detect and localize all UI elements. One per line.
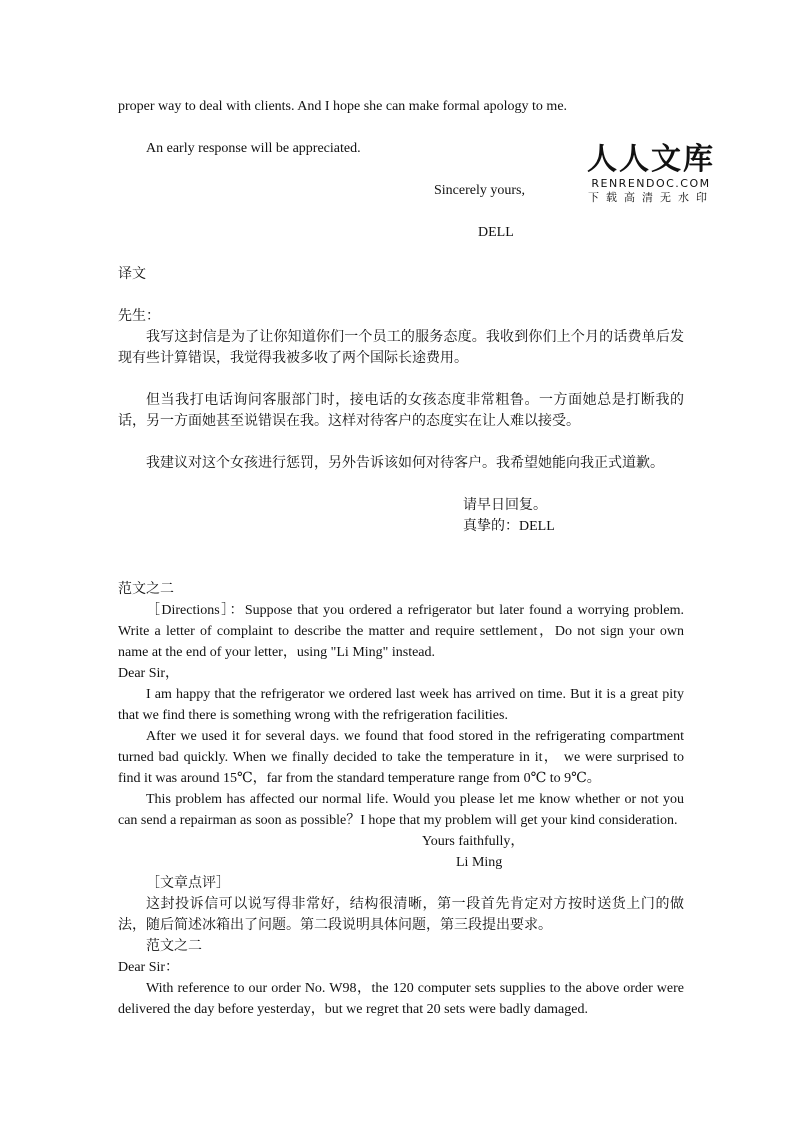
translation-paragraph-3: 我建议对这个女孩进行惩罚，另外告诉该如何对待客户。我希望她能向我正式道歉。 [146, 456, 664, 471]
sample3-salutation: Dear Sir： [118, 960, 180, 975]
letter1-early-response: An early response will be appreciated. [146, 141, 361, 156]
document-page [118, 96, 684, 1020]
translation-paragraph-1: 我写这封信是为了让你知道你们一个员工的服务态度。我收到你们上个月的话费单后发现有些计算错误，我觉得我被多收了两个国际长途费用。 [118, 330, 684, 366]
translation-reply: 请早日回复。 [463, 498, 547, 513]
translation-salutation: 先生： [118, 309, 160, 324]
sample3-paragraph-1: With reference to our order No. W98，the 120 computer sets supplies to the above order were delivered the day before yesterday，but we regret that 20 sets were badly damaged. [118, 981, 684, 1017]
watermark-url: RENRENDOC.COM [591, 177, 711, 190]
watermark-title: 人人文库 [587, 142, 715, 177]
translation-heading: 译文 [118, 267, 146, 282]
translation-sign: 真挚的：DELL [463, 519, 555, 534]
sample2-closing: Yours faithfully， [422, 834, 525, 849]
sample2-salutation: Dear Sir， [118, 666, 180, 681]
translation-paragraph-2: 但当我打电话询问客服部门时，接电话的女孩态度非常粗鲁。一方面她总是打断我的话，另一方面她甚至说错误在我。这样对待客户的态度实在让人难以接受。 [118, 393, 684, 429]
sample2-paragraph-3: This problem has affected our normal life. Would you please let me know whether or not you can send a repairman as soon as possible？I hope that my problem will get your kind consideration. [118, 792, 684, 828]
letter1-line: proper way to deal with clients. And I hope she can make formal apology to me. [118, 99, 568, 114]
sample2-paragraph-2: After we used it for several days. we found that food stored in the refrigerating compartment turned bad quickly. When we finally decided to take the temperature in it， we were surprised to find it was around 15℃，far from the standard temperature range from 0℃ to 9℃。 [118, 729, 684, 786]
sample2-paragraph-1: I am happy that the refrigerator we ordered last week has arrived on time. But it is a great pity that we find there is something wrong with the refrigeration facilities. [118, 687, 684, 723]
letter1-signature: DELL [478, 225, 514, 240]
sample2-review-heading: ［文章点评］ [146, 876, 230, 891]
watermark-subtitle: 下载高清无水印 [588, 191, 714, 204]
sample2-signature: Li Ming [456, 855, 503, 870]
sample3-heading: 范文之二 [146, 939, 202, 954]
sample2-review: 这封投诉信可以说写得非常好，结构很清晰，第一段首先肯定对方按时送货上门的做法，随后简述冰箱出了问题。第二段说明具体问题，第三段提出要求。 [118, 897, 684, 933]
sample2-directions: ［Directions］：Suppose that you ordered a refrigerator but later found a worrying problem. Write a letter of complaint to describe the matter and require settlement，Do not sign your own name at the end of your letter，using "Li Ming" instead. [118, 603, 684, 660]
letter1-closing: Sincerely yours, [434, 183, 525, 198]
sample2-heading: 范文之二 [118, 582, 174, 597]
